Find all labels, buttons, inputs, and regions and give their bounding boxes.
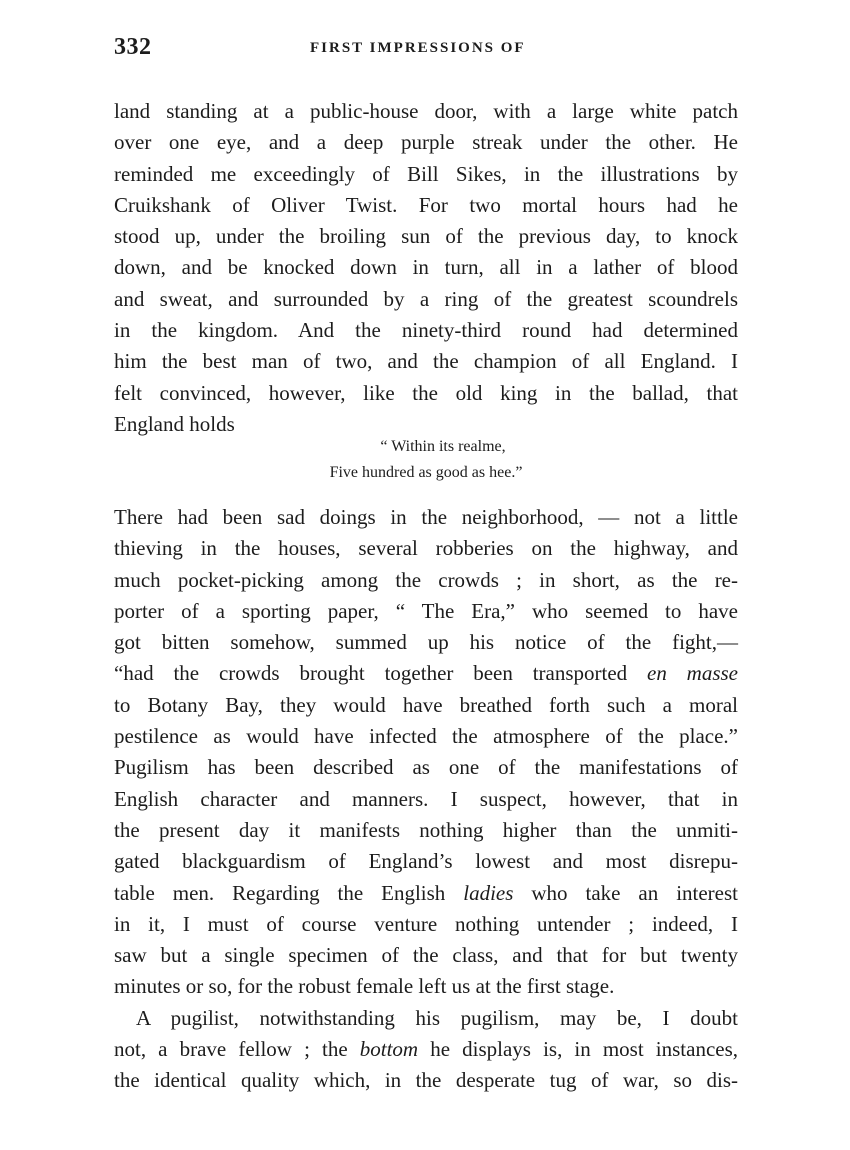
text-line: reminded me exceedingly of Bill Sikes, in the illustrations by xyxy=(114,161,738,186)
text-line: porter of a sporting paper, “ The Era,” who seemed to have xyxy=(114,598,738,623)
paragraph-continuation xyxy=(114,96,738,440)
text-segment: table men. Regarding the English xyxy=(114,880,446,905)
text-line: down, and be knocked down in turn, all in a lather of blood xyxy=(114,255,738,280)
text-line: in the kingdom. And the ninety-third round had determined xyxy=(114,318,738,343)
text-line: England holds xyxy=(114,411,235,436)
quote-line: “ Within its realme, xyxy=(380,438,506,455)
quote-line: Five hundred as good as hee.” xyxy=(329,464,523,481)
text-line: Pugilism has been described as one of the manifestations of xyxy=(114,755,738,780)
text-line: minutes or so, for the robust female left us at the first stage. xyxy=(114,974,615,999)
text-line: gated blackguardism of England’s lowest and most disrepu- xyxy=(114,849,738,874)
text-line: felt convinced, however, like the old king in the ballad, that xyxy=(114,380,738,405)
italic-word: ladies xyxy=(463,880,514,905)
text-line: A pugilist, notwithstanding his pugilism, may be, I doubt xyxy=(136,1005,738,1030)
text-segment: he displays is, in most instances, xyxy=(430,1037,739,1062)
text-line: land standing at a public-house door, with a large white patch xyxy=(114,99,738,123)
text-line: thieving in the houses, several robberies on the highway, and xyxy=(114,536,738,561)
page-header xyxy=(114,34,738,74)
paragraph-body xyxy=(114,502,738,1097)
text-line-with-italic xyxy=(114,1034,738,1065)
text-line-with-italic xyxy=(114,658,738,689)
text-line: the present day it manifests nothing higher than the unmiti- xyxy=(114,817,738,842)
text-line: There had been sad doings in the neighborhood, — not a little xyxy=(114,505,738,529)
text-line: in it, I must of course venture nothing untender ; indeed, I xyxy=(114,911,738,936)
italic-word: bottom xyxy=(359,1037,419,1062)
text-line: Cruikshank of Oliver Twist. For two mortal hours had he xyxy=(114,192,738,217)
italic-phrase: en masse xyxy=(647,661,738,686)
text-segment: who take an interest xyxy=(531,880,739,905)
text-line: to Botany Bay, they would have breathed forth such a moral xyxy=(114,692,738,717)
text-line: him the best man of two, and the champion of all England. I xyxy=(114,349,738,374)
running-head: FIRST IMPRESSIONS OF xyxy=(310,40,526,56)
text-line: saw but a single specimen of the class, and that for but twenty xyxy=(114,943,738,968)
ballad-quote xyxy=(114,434,738,486)
text-segment: “had the crowds brought together been transported xyxy=(114,661,628,686)
text-line: stood up, under the broiling sun of the previous day, to knock xyxy=(114,224,738,249)
text-line: and sweat, and surrounded by a ring of the greatest scoundrels xyxy=(114,286,738,311)
text-segment: not, a brave fellow ; the xyxy=(114,1037,348,1062)
text-line: over one eye, and a deep purple streak under the other. He xyxy=(114,130,738,155)
page-number: 332 xyxy=(114,34,152,60)
text-line: the identical quality which, in the desperate tug of war, so dis- xyxy=(114,1068,738,1093)
text-line: much pocket-picking among the crowds ; in short, as the re- xyxy=(114,567,738,592)
text-line: got bitten somehow, summed up his notice of the fight,— xyxy=(114,630,738,655)
text-line: pestilence as would have infected the atmosphere of the place.” xyxy=(114,724,738,749)
text-line-with-italic xyxy=(114,878,738,909)
text-line: English character and manners. I suspect, however, that in xyxy=(114,786,738,811)
